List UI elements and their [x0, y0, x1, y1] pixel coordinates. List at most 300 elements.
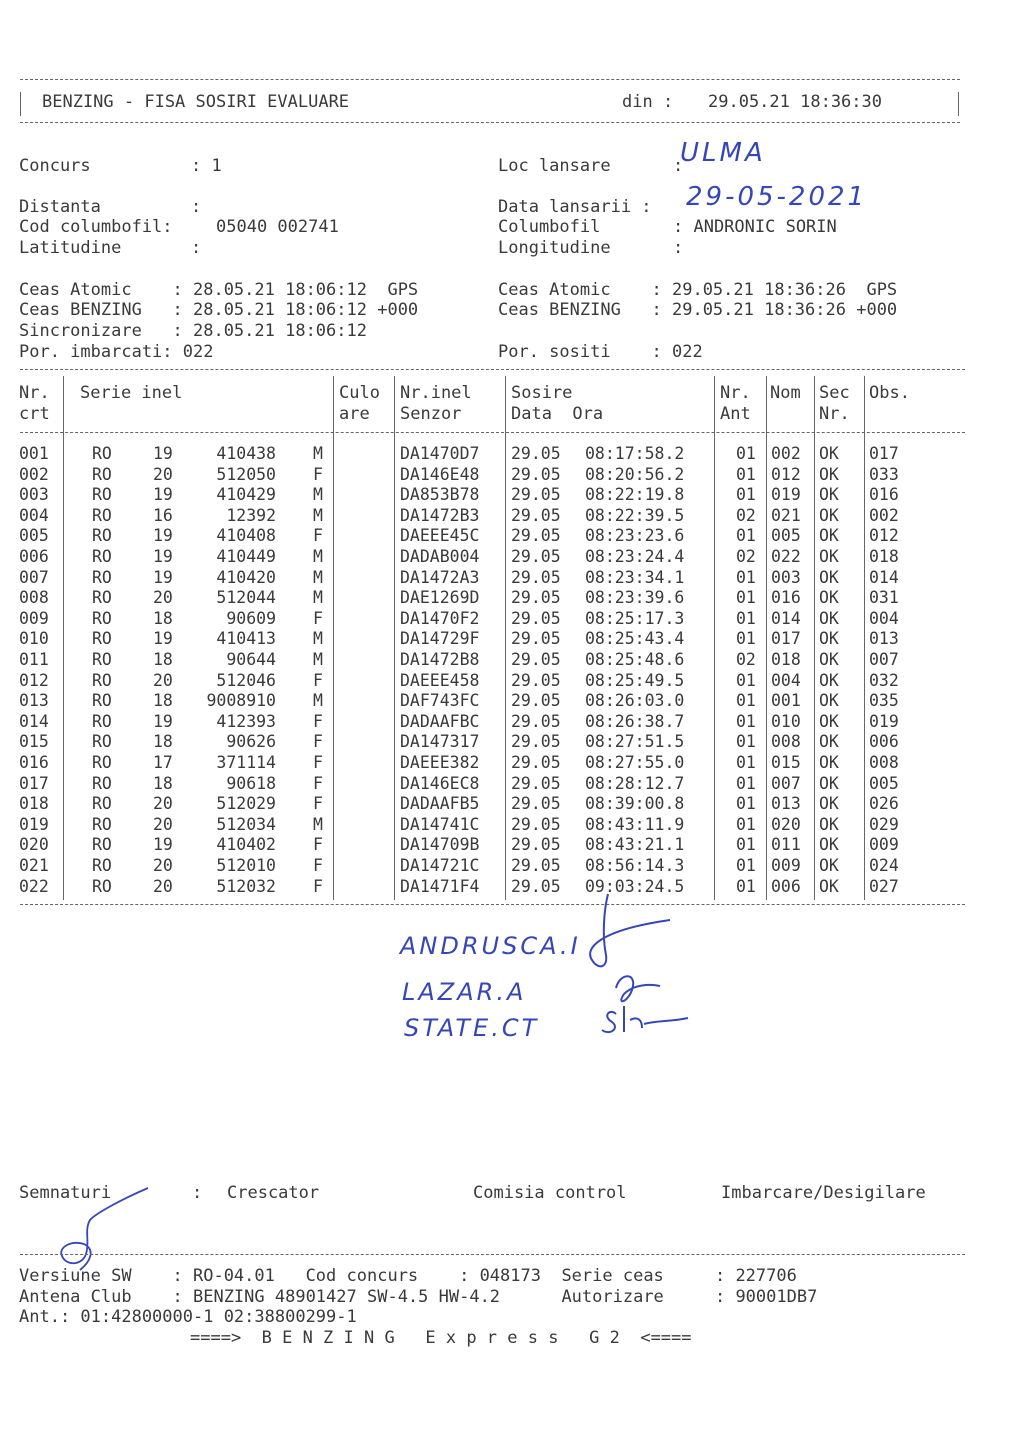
- row-nom: 003: [771, 567, 801, 587]
- row-sec: OK: [819, 464, 839, 484]
- row-ring-number: 512044: [216, 588, 276, 608]
- row-date: 29.05: [511, 711, 561, 731]
- row-nr: 009: [19, 608, 49, 628]
- row-ring-number: 512050: [216, 464, 276, 484]
- row-nom: 021: [771, 505, 801, 525]
- row-ant: 01: [736, 567, 756, 587]
- row-sec: OK: [819, 444, 839, 463]
- columbofil-value: : ANDRONIC SORIN: [673, 217, 837, 237]
- table-row: [0, 547, 1000, 568]
- latitudine-label: Latitudine: [19, 238, 122, 258]
- row-country: RO: [92, 814, 112, 834]
- row-sex: M: [313, 629, 323, 649]
- row-ant: 02: [736, 650, 756, 669]
- row-obs: 009: [869, 835, 899, 855]
- row-sex: M: [313, 814, 323, 834]
- header-bottom-border: [20, 122, 960, 123]
- row-year: 20: [153, 588, 173, 608]
- header-left-border: [20, 92, 21, 116]
- row-time: 08:23:24.4: [585, 547, 685, 566]
- row-sex: M: [313, 547, 323, 566]
- row-ring-number: 512034: [216, 814, 276, 834]
- row-time: 08:27:55.0: [585, 753, 685, 772]
- row-time: 08:43:21.1: [585, 835, 685, 855]
- row-year: 20: [153, 670, 173, 690]
- row-ant: 01: [736, 732, 756, 752]
- row-nr: 004: [19, 505, 49, 525]
- row-ring-number: 90626: [226, 732, 276, 752]
- row-date: 29.05: [511, 835, 561, 855]
- row-year: 19: [153, 629, 173, 649]
- th-sec-nr: Nr.: [819, 404, 850, 424]
- row-year: 19: [153, 485, 173, 505]
- row-date: 29.05: [511, 588, 561, 608]
- table-row: [0, 877, 1000, 898]
- row-nom: 009: [771, 856, 801, 875]
- row-obs: 002: [869, 505, 899, 525]
- table-header-border: [20, 432, 965, 433]
- row-ant: 01: [736, 444, 756, 463]
- row-time: 08:23:39.6: [585, 588, 685, 608]
- row-country: RO: [92, 485, 112, 505]
- row-year: 19: [153, 567, 173, 587]
- row-senzor: DA1472B3: [400, 505, 480, 525]
- row-ant: 01: [736, 773, 756, 793]
- table-row: [0, 671, 1000, 692]
- footer-line-1: Versiune SW : RO-04.01 Cod concurs : 048173 Serie ceas : 227706: [19, 1266, 797, 1286]
- row-sec: OK: [819, 505, 839, 525]
- table-row: [0, 465, 1000, 486]
- row-country: RO: [92, 753, 112, 772]
- row-time: 08:26:03.0: [585, 691, 685, 711]
- row-date: 29.05: [511, 547, 561, 566]
- handwritten-name-1: ANDRUSCA.I: [400, 932, 581, 960]
- row-time: 08:22:39.5: [585, 505, 685, 525]
- table-row: [0, 588, 1000, 609]
- th-data-ora: Data Ora: [511, 404, 604, 424]
- row-ring-number: 410402: [216, 835, 276, 855]
- row-obs: 018: [869, 547, 899, 566]
- row-ring-number: 412393: [216, 711, 276, 731]
- row-nr: 013: [19, 691, 49, 711]
- row-nom: 016: [771, 588, 801, 608]
- row-obs: 032: [869, 670, 899, 690]
- row-date: 29.05: [511, 464, 561, 484]
- row-ant: 01: [736, 835, 756, 855]
- row-date: 29.05: [511, 650, 561, 669]
- row-ant: 01: [736, 794, 756, 814]
- row-nr: 021: [19, 856, 49, 875]
- row-ant: 01: [736, 485, 756, 505]
- table-row: [0, 629, 1000, 650]
- row-nr: 010: [19, 629, 49, 649]
- row-country: RO: [92, 670, 112, 690]
- row-obs: 024: [869, 856, 899, 875]
- row-time: 08:25:48.6: [585, 650, 685, 669]
- row-year: 18: [153, 691, 173, 711]
- row-country: RO: [92, 588, 112, 608]
- row-sec: OK: [819, 876, 839, 896]
- table-row: [0, 485, 1000, 506]
- row-date: 29.05: [511, 732, 561, 752]
- row-ring-number: 12392: [226, 505, 276, 525]
- row-sex: M: [313, 485, 323, 505]
- din-label: din :: [622, 92, 674, 112]
- table-row: [0, 774, 1000, 795]
- row-sec: OK: [819, 732, 839, 752]
- row-time: 08:39:00.8: [585, 794, 685, 814]
- row-nom: 004: [771, 670, 801, 690]
- row-nom: 007: [771, 773, 801, 793]
- row-date: 29.05: [511, 876, 561, 896]
- th-obs: Obs.: [869, 383, 910, 403]
- row-obs: 017: [869, 444, 899, 463]
- row-country: RO: [92, 464, 112, 484]
- row-ant: 02: [736, 547, 756, 566]
- row-sex: F: [313, 835, 323, 855]
- row-ring-number: 512010: [216, 856, 276, 875]
- row-time: 08:17:58.2: [585, 444, 685, 463]
- row-time: 08:26:38.7: [585, 711, 685, 731]
- row-obs: 016: [869, 485, 899, 505]
- row-senzor: DAE1269D: [400, 588, 480, 608]
- row-date: 29.05: [511, 814, 561, 834]
- row-sex: M: [313, 691, 323, 711]
- row-date: 29.05: [511, 773, 561, 793]
- crescator-label: Crescator: [227, 1183, 320, 1203]
- row-senzor: DA1470F2: [400, 608, 480, 628]
- row-ring-number: 512029: [216, 794, 276, 814]
- row-nr: 014: [19, 711, 49, 731]
- row-senzor: DAEEE458: [400, 670, 480, 690]
- row-senzor: DA14709B: [400, 835, 480, 855]
- row-country: RO: [92, 732, 112, 752]
- row-country: RO: [92, 856, 112, 875]
- row-time: 08:22:19.8: [585, 485, 685, 505]
- sincronizare: Sincronizare : 28.05.21 18:06:12: [19, 321, 367, 341]
- columbofil-label: Columbofil: [498, 217, 601, 237]
- row-ant: 02: [736, 505, 756, 525]
- row-sec: OK: [819, 629, 839, 649]
- row-nr: 007: [19, 567, 49, 587]
- row-sec: OK: [819, 753, 839, 772]
- row-sex: F: [313, 711, 323, 731]
- row-year: 20: [153, 876, 173, 896]
- th-nom: Nom: [770, 383, 801, 403]
- row-time: 08:25:49.5: [585, 670, 685, 690]
- table-row: [0, 506, 1000, 527]
- row-country: RO: [92, 773, 112, 793]
- footer-line-4: ====> B E N Z I N G E x p r e s s G 2 <====: [190, 1328, 692, 1348]
- row-date: 29.05: [511, 608, 561, 628]
- row-senzor: DA14741C: [400, 814, 480, 834]
- concurs-label: Concurs: [19, 156, 91, 176]
- row-sex: F: [313, 526, 323, 546]
- footer-line-3: Ant.: 01:42800000-1 02:38800299-1: [19, 1307, 357, 1327]
- row-ant: 01: [736, 608, 756, 628]
- row-nom: 008: [771, 732, 801, 752]
- row-year: 18: [153, 608, 173, 628]
- row-nom: 020: [771, 814, 801, 834]
- row-sex: F: [313, 670, 323, 690]
- row-year: 19: [153, 526, 173, 546]
- row-sec: OK: [819, 650, 839, 669]
- row-obs: 035: [869, 691, 899, 711]
- table-bottom-border: [20, 904, 965, 905]
- row-nom: 010: [771, 711, 801, 731]
- row-date: 29.05: [511, 444, 561, 463]
- row-senzor: DAF743FC: [400, 691, 480, 711]
- row-sex: F: [313, 794, 323, 814]
- row-senzor: DAEEE382: [400, 753, 480, 772]
- row-sec: OK: [819, 588, 839, 608]
- row-sex: F: [313, 856, 323, 875]
- row-obs: 031: [869, 588, 899, 608]
- loc-lansare-label: Loc lansare: [498, 156, 611, 176]
- longitudine-label: Longitudine: [498, 238, 611, 258]
- row-time: 08:28:12.7: [585, 773, 685, 793]
- data-lansarii-label: Data lansarii :: [498, 197, 652, 217]
- row-sex: M: [313, 505, 323, 525]
- row-year: 18: [153, 773, 173, 793]
- cod-columbofil-value: 05040 002741: [216, 217, 339, 237]
- table-row: [0, 856, 1000, 877]
- loc-lansare-handwritten: ULMA: [680, 138, 766, 168]
- footer-line-2: Antena Club : BENZING 48901427 SW-4.5 HW-4.2 Autorizare : 90001DB7: [19, 1287, 818, 1307]
- row-year: 19: [153, 835, 173, 855]
- row-sec: OK: [819, 794, 839, 814]
- th-are: are: [339, 404, 370, 424]
- ceas-benzing-end: Ceas BENZING : 29.05.21 18:36:26 +000: [498, 300, 898, 320]
- th-sec: Sec: [819, 383, 850, 403]
- row-time: 08:56:14.3: [585, 856, 685, 875]
- row-obs: 007: [869, 650, 899, 669]
- row-nom: 019: [771, 485, 801, 505]
- row-ring-number: 90618: [226, 773, 276, 793]
- data-lansarii-handwritten: 29-05-2021: [686, 182, 868, 212]
- row-obs: 004: [869, 608, 899, 628]
- row-nr: 006: [19, 547, 49, 566]
- th-serie-inel: Serie inel: [80, 383, 183, 403]
- row-country: RO: [92, 629, 112, 649]
- ceas-atomic-start: Ceas Atomic : 28.05.21 18:06:12 GPS: [19, 280, 419, 300]
- row-ring-number: 512046: [216, 670, 276, 690]
- row-sex: M: [313, 444, 323, 463]
- table-row: [0, 650, 1000, 671]
- row-date: 29.05: [511, 856, 561, 875]
- row-ring-number: 410413: [216, 629, 276, 649]
- row-nom: 005: [771, 526, 801, 546]
- imbarcare-desigilare-label: Imbarcare/Desigilare: [721, 1183, 926, 1203]
- row-sec: OK: [819, 814, 839, 834]
- th-senzor: Senzor: [400, 404, 462, 424]
- row-senzor: DADAB004: [400, 547, 480, 566]
- row-nom: 011: [771, 835, 801, 855]
- th-culo: Culo: [339, 383, 380, 403]
- row-sex: M: [313, 567, 323, 587]
- row-year: 20: [153, 464, 173, 484]
- row-senzor: DA146EC8: [400, 773, 480, 793]
- row-sec: OK: [819, 856, 839, 875]
- table-row: [0, 568, 1000, 589]
- table-row: [0, 835, 1000, 856]
- loc-lansare-colon: :: [673, 156, 684, 176]
- table-row: [0, 609, 1000, 630]
- ceas-benzing-start: Ceas BENZING : 28.05.21 18:06:12 +000: [19, 300, 419, 320]
- row-country: RO: [92, 567, 112, 587]
- row-year: 19: [153, 444, 173, 463]
- row-time: 08:25:43.4: [585, 629, 685, 649]
- table-row: [0, 794, 1000, 815]
- row-sec: OK: [819, 567, 839, 587]
- porumbei-imbarcati: Por. imbarcati: 022: [19, 342, 214, 362]
- cod-columbofil-label: Cod columbofil:: [19, 217, 173, 237]
- row-ant: 01: [736, 464, 756, 484]
- row-country: RO: [92, 608, 112, 628]
- row-year: 18: [153, 650, 173, 669]
- row-country: RO: [92, 835, 112, 855]
- row-senzor: DA853B78: [400, 485, 480, 505]
- row-senzor: DADAAFBC: [400, 711, 480, 731]
- row-date: 29.05: [511, 629, 561, 649]
- row-date: 29.05: [511, 691, 561, 711]
- row-country: RO: [92, 547, 112, 566]
- row-nr: 002: [19, 464, 49, 484]
- row-obs: 019: [869, 711, 899, 731]
- row-country: RO: [92, 650, 112, 669]
- row-nom: 015: [771, 753, 801, 772]
- row-year: 17: [153, 753, 173, 772]
- row-ant: 01: [736, 876, 756, 896]
- row-ring-number: 9008910: [206, 691, 276, 711]
- row-country: RO: [92, 794, 112, 814]
- row-senzor: DA14721C: [400, 856, 480, 875]
- row-senzor: DADAAFB5: [400, 794, 480, 814]
- header-right-border: [958, 92, 959, 116]
- row-year: 19: [153, 547, 173, 566]
- row-ant: 01: [736, 629, 756, 649]
- row-date: 29.05: [511, 670, 561, 690]
- comisia-control-label: Comisia control: [473, 1183, 627, 1203]
- row-date: 29.05: [511, 753, 561, 772]
- row-year: 16: [153, 505, 173, 525]
- row-date: 29.05: [511, 485, 561, 505]
- row-nom: 017: [771, 629, 801, 649]
- signature-scribbles-icon: [520, 880, 720, 1050]
- row-country: RO: [92, 526, 112, 546]
- row-country: RO: [92, 876, 112, 896]
- table-row: [0, 691, 1000, 712]
- row-ring-number: 512032: [216, 876, 276, 896]
- row-senzor: DA1472A3: [400, 567, 480, 587]
- row-nr: 020: [19, 835, 49, 855]
- row-nr: 011: [19, 650, 49, 669]
- row-time: 08:27:51.5: [585, 732, 685, 752]
- ceas-atomic-end: Ceas Atomic : 29.05.21 18:36:26 GPS: [498, 280, 898, 300]
- row-senzor: DA1471F4: [400, 876, 480, 896]
- row-ant: 01: [736, 691, 756, 711]
- row-time: 08:20:56.2: [585, 464, 685, 484]
- row-country: RO: [92, 505, 112, 525]
- row-ant: 01: [736, 753, 756, 772]
- row-nr: 019: [19, 814, 49, 834]
- row-ring-number: 410438: [216, 444, 276, 463]
- row-nr: 016: [19, 753, 49, 772]
- row-nr: 005: [19, 526, 49, 546]
- th-ant: Ant: [720, 404, 751, 424]
- row-ring-number: 410408: [216, 526, 276, 546]
- row-sex: F: [313, 773, 323, 793]
- row-senzor: DA146E48: [400, 464, 480, 484]
- th-nr-inel: Nr.inel: [400, 383, 472, 403]
- row-obs: 026: [869, 794, 899, 814]
- row-sec: OK: [819, 835, 839, 855]
- distanta-label: Distanta: [19, 197, 101, 217]
- table-row: [0, 444, 1000, 465]
- row-nr: 018: [19, 794, 49, 814]
- row-year: 18: [153, 732, 173, 752]
- th-sosire: Sosire: [511, 383, 573, 403]
- row-time: 08:43:11.9: [585, 814, 685, 834]
- row-date: 29.05: [511, 526, 561, 546]
- row-ring-number: 90609: [226, 608, 276, 628]
- row-obs: 027: [869, 876, 899, 896]
- row-country: RO: [92, 691, 112, 711]
- row-ant: 01: [736, 670, 756, 690]
- row-year: 20: [153, 814, 173, 834]
- table-row: [0, 732, 1000, 753]
- row-country: RO: [92, 711, 112, 731]
- row-obs: 033: [869, 464, 899, 484]
- row-time: 08:23:23.6: [585, 526, 685, 546]
- porumbei-sositi: Por. sositi : 022: [498, 342, 703, 362]
- row-sec: OK: [819, 547, 839, 566]
- row-year: 20: [153, 856, 173, 875]
- row-nr: 001: [19, 444, 49, 463]
- row-ring-number: 371114: [216, 753, 276, 772]
- th-crt: crt: [19, 404, 50, 424]
- row-ring-number: 90644: [226, 650, 276, 669]
- row-obs: 014: [869, 567, 899, 587]
- row-nom: 014: [771, 608, 801, 628]
- concurs-value: : 1: [191, 156, 222, 176]
- row-nom: 018: [771, 650, 801, 669]
- row-nom: 006: [771, 876, 801, 896]
- semnaturi-label: Semnaturi: [19, 1183, 112, 1203]
- th-nr: Nr.: [19, 383, 50, 403]
- row-sex: F: [313, 732, 323, 752]
- handwritten-name-2: LAZAR.A: [402, 978, 527, 1006]
- row-sex: F: [313, 876, 323, 896]
- row-country: RO: [92, 444, 112, 463]
- row-obs: 029: [869, 814, 899, 834]
- row-senzor: DAEEE45C: [400, 526, 480, 546]
- page-title: BENZING - FISA SOSIRI EVALUARE: [42, 92, 350, 112]
- row-date: 29.05: [511, 794, 561, 814]
- row-ring-number: 410420: [216, 567, 276, 587]
- row-sec: OK: [819, 485, 839, 505]
- row-nr: 015: [19, 732, 49, 752]
- table-row: [0, 753, 1000, 774]
- table-row: [0, 815, 1000, 836]
- row-senzor: DA1470D7: [400, 444, 480, 463]
- row-ant: 01: [736, 526, 756, 546]
- row-nom: 002: [771, 444, 801, 463]
- row-sec: OK: [819, 526, 839, 546]
- row-sec: OK: [819, 670, 839, 690]
- row-obs: 012: [869, 526, 899, 546]
- row-sec: OK: [819, 711, 839, 731]
